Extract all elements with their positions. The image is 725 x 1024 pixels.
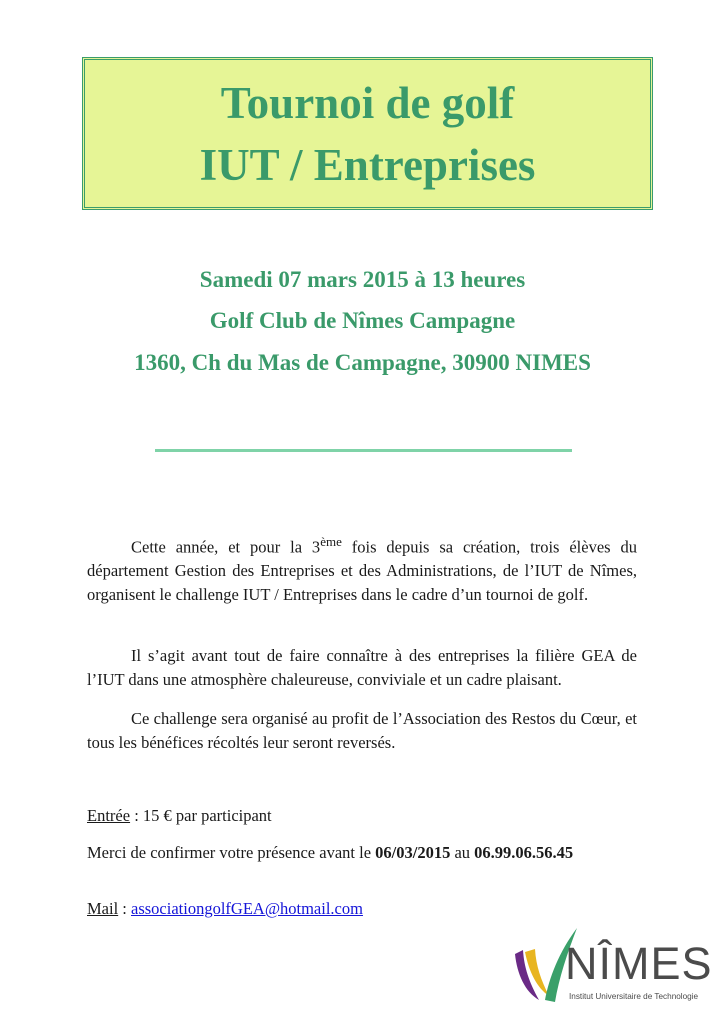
confirm-phone: 06.99.06.56.45 <box>474 843 574 862</box>
paragraph-3 <box>87 707 637 754</box>
title-line-1: Tournoi de golf <box>220 77 515 128</box>
event-venue: Golf Club de Nîmes Campagne <box>209 308 516 333</box>
mail-line <box>87 899 363 919</box>
mail-link[interactable]: associationgolfGEA@hotmail.com <box>131 899 363 918</box>
paragraph-3-text: Ce challenge sera organisé au profit de l’Association des Restos du Cœur, et tous les bénéfices récoltés leur seront reversés. <box>87 709 637 752</box>
paragraph-2 <box>87 644 637 691</box>
event-address: 1360, Ch du Mas de Campagne, 30900 NIMES <box>134 350 591 375</box>
paragraph-1-start: Cette année, et pour la 3 <box>131 537 321 557</box>
title-box <box>82 57 653 210</box>
event-date: Samedi 07 mars 2015 à 13 heures <box>199 267 526 292</box>
paragraph-2-text: Il s’agit avant tout de faire connaître à des entreprises la filière GEA de l’IUT dans une atmosphère chaleureuse, conviviale et un cadre plaisant. <box>87 646 637 689</box>
paragraph-1-rest: fois depuis sa création, trois élèves du département Gestion des Entreprises et des Administrations, de l’IUT de Nîmes, organisent le challenge IUT / Entreprises dans le cadre d’un tournoi de golf. <box>87 537 637 604</box>
entry-line <box>87 806 272 826</box>
paragraph-1 <box>87 530 637 606</box>
logo-subtitle: Institut Universitaire de Technologie <box>569 992 699 1001</box>
divider <box>155 449 572 452</box>
confirm-line <box>87 843 573 863</box>
mail-label: Mail <box>87 899 119 918</box>
ordinal-suffix: ème <box>320 534 342 549</box>
entry-value: : 15 € par participant <box>130 806 272 825</box>
mail-sep: : <box>118 899 132 918</box>
logo-name: NÎMES <box>565 938 713 989</box>
confirm-text: Merci de confirmer votre présence avant le <box>87 843 376 862</box>
entry-label: Entrée <box>87 806 131 825</box>
confirm-date: 06/03/2015 <box>375 843 451 862</box>
title-line-2: IUT / Entreprises <box>199 139 536 190</box>
confirm-middle: au <box>450 843 475 862</box>
